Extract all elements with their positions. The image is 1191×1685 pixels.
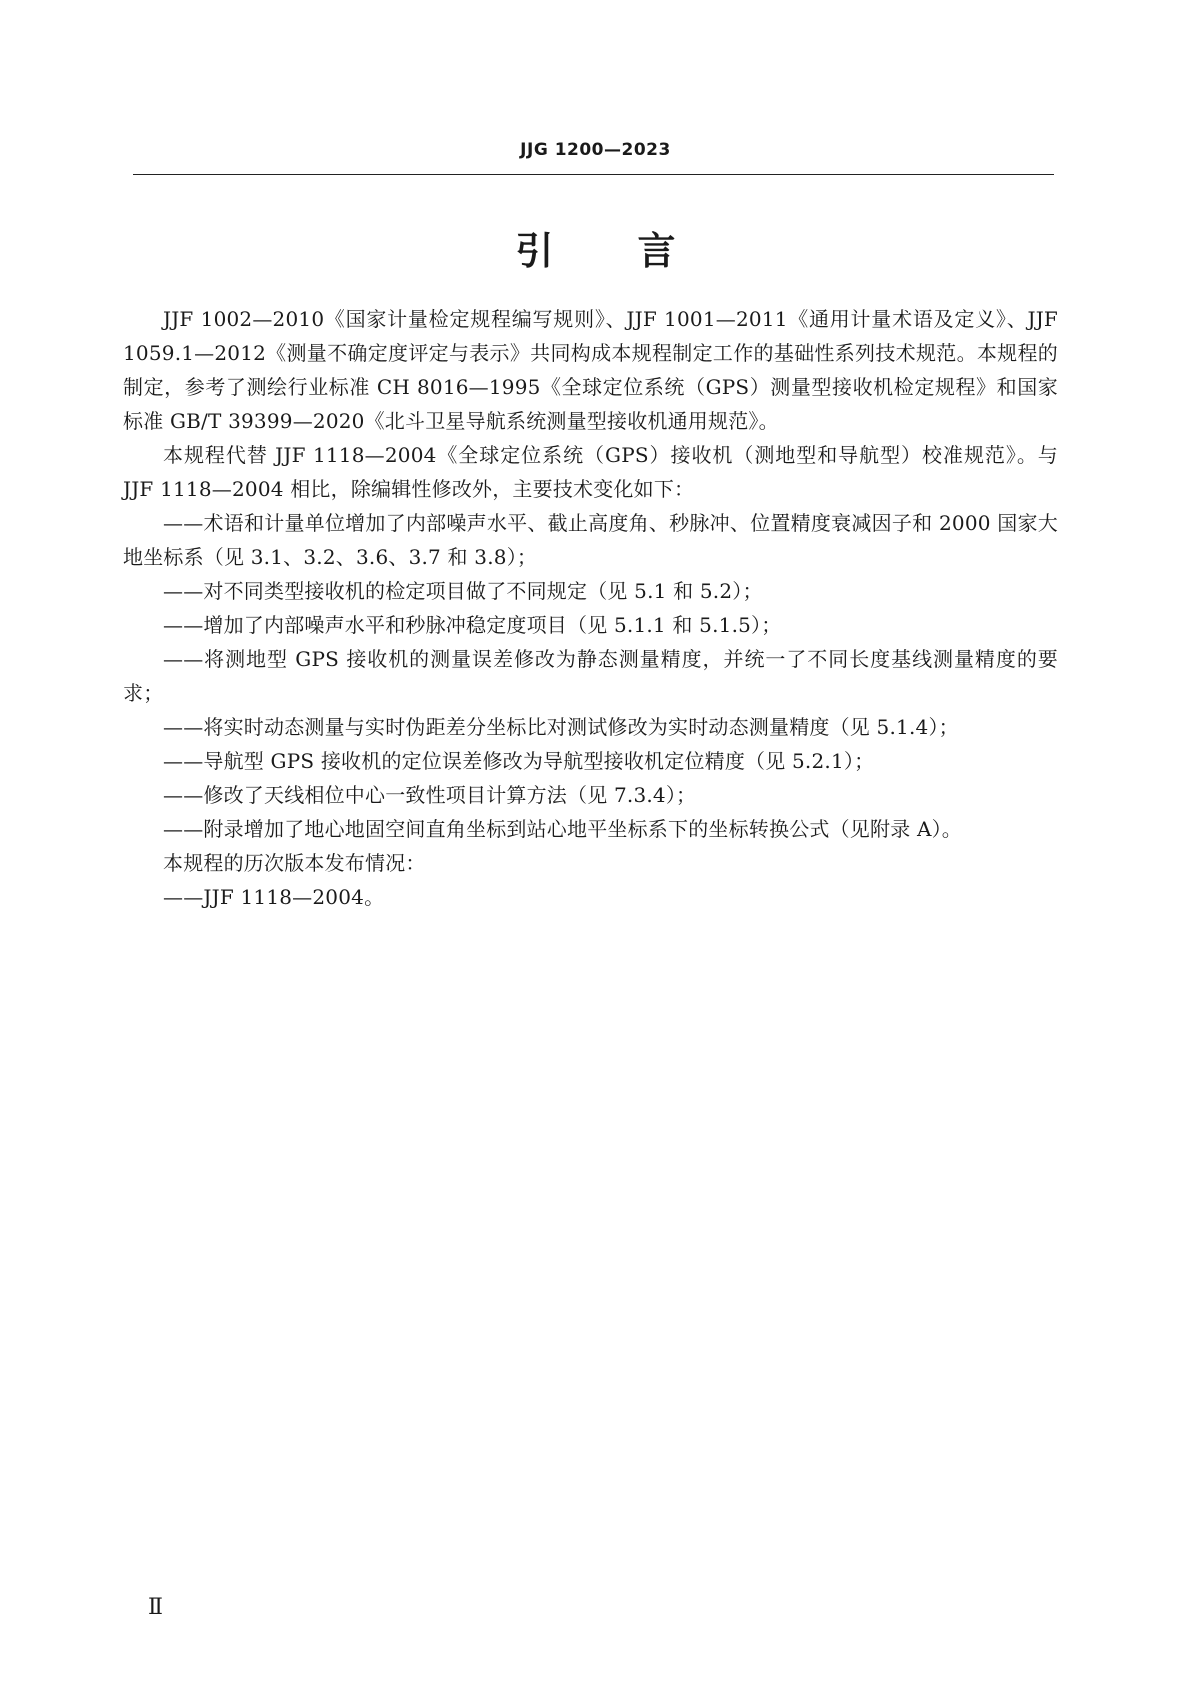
title-char-2: 言 [637, 229, 676, 273]
paragraph-basis: JJF 1002—2010《国家计量检定规程编写规则》、JJF 1001—2011《通用计量术语及定义》、JJF 1059.1—2012《测量不确定度评定与表示》共同构成本规程制定工作的基础性系列技术规范。本规程的制定，参考了测绘行业标准 CH 8016—1995《全球定位系统（GPS）测量型接收机检定规程》和国家标准 GB/T 39399—2020《北斗卫星导航系统测量型接收机通用规范》。 [123, 307, 1058, 433]
change-item: ——导航型 GPS 接收机的定位误差修改为导航型接收机定位精度（见 5.2.1）； [163, 749, 875, 773]
change-item: ——将实时动态测量与实时伪距差分坐标比对测试修改为实时动态测量精度（见 5.1.4）； [163, 715, 959, 739]
paragraph-history-heading: 本规程的历次版本发布情况： [163, 851, 426, 875]
page-title [0, 220, 1191, 275]
change-item: ——修改了天线相位中心一致性项目计算方法（见 7.3.4）； [163, 783, 697, 807]
change-item: ——术语和计量单位增加了内部噪声水平、截止高度角、秒脉冲、位置精度衰减因子和 2000 国家大地坐标系（见 3.1、3.2、3.6、3.7 和 3.8）； [123, 511, 1058, 569]
foreword-body [123, 302, 1058, 914]
change-item: ——对不同类型接收机的检定项目做了不同规定（见 5.1 和 5.2）； [163, 579, 763, 603]
header-divider [133, 174, 1054, 175]
change-item: ——增加了内部噪声水平和秒脉冲稳定度项目（见 5.1.1 和 5.1.5）； [163, 613, 782, 637]
change-item: ——将测地型 GPS 接收机的测量误差修改为静态测量精度，并统一了不同长度基线测量精度的要求； [123, 647, 1058, 705]
title-char-1: 引 [515, 229, 554, 273]
page-header-standard-code: JJG 1200—2023 [520, 140, 671, 160]
paragraph-replacement: 本规程代替 JJF 1118—2004《全球定位系统（GPS）接收机（测地型和导航型）校准规范》。与 JJF 1118—2004 相比，除编辑性修改外，主要技术变化如下： [123, 443, 1058, 501]
history-item: ——JJF 1118—2004。 [163, 885, 385, 909]
change-item: ——附录增加了地心地固空间直角坐标到站心地平坐标系下的坐标转换公式（见附录 A）。 [163, 817, 963, 841]
page-number: Ⅱ [148, 1595, 163, 1620]
